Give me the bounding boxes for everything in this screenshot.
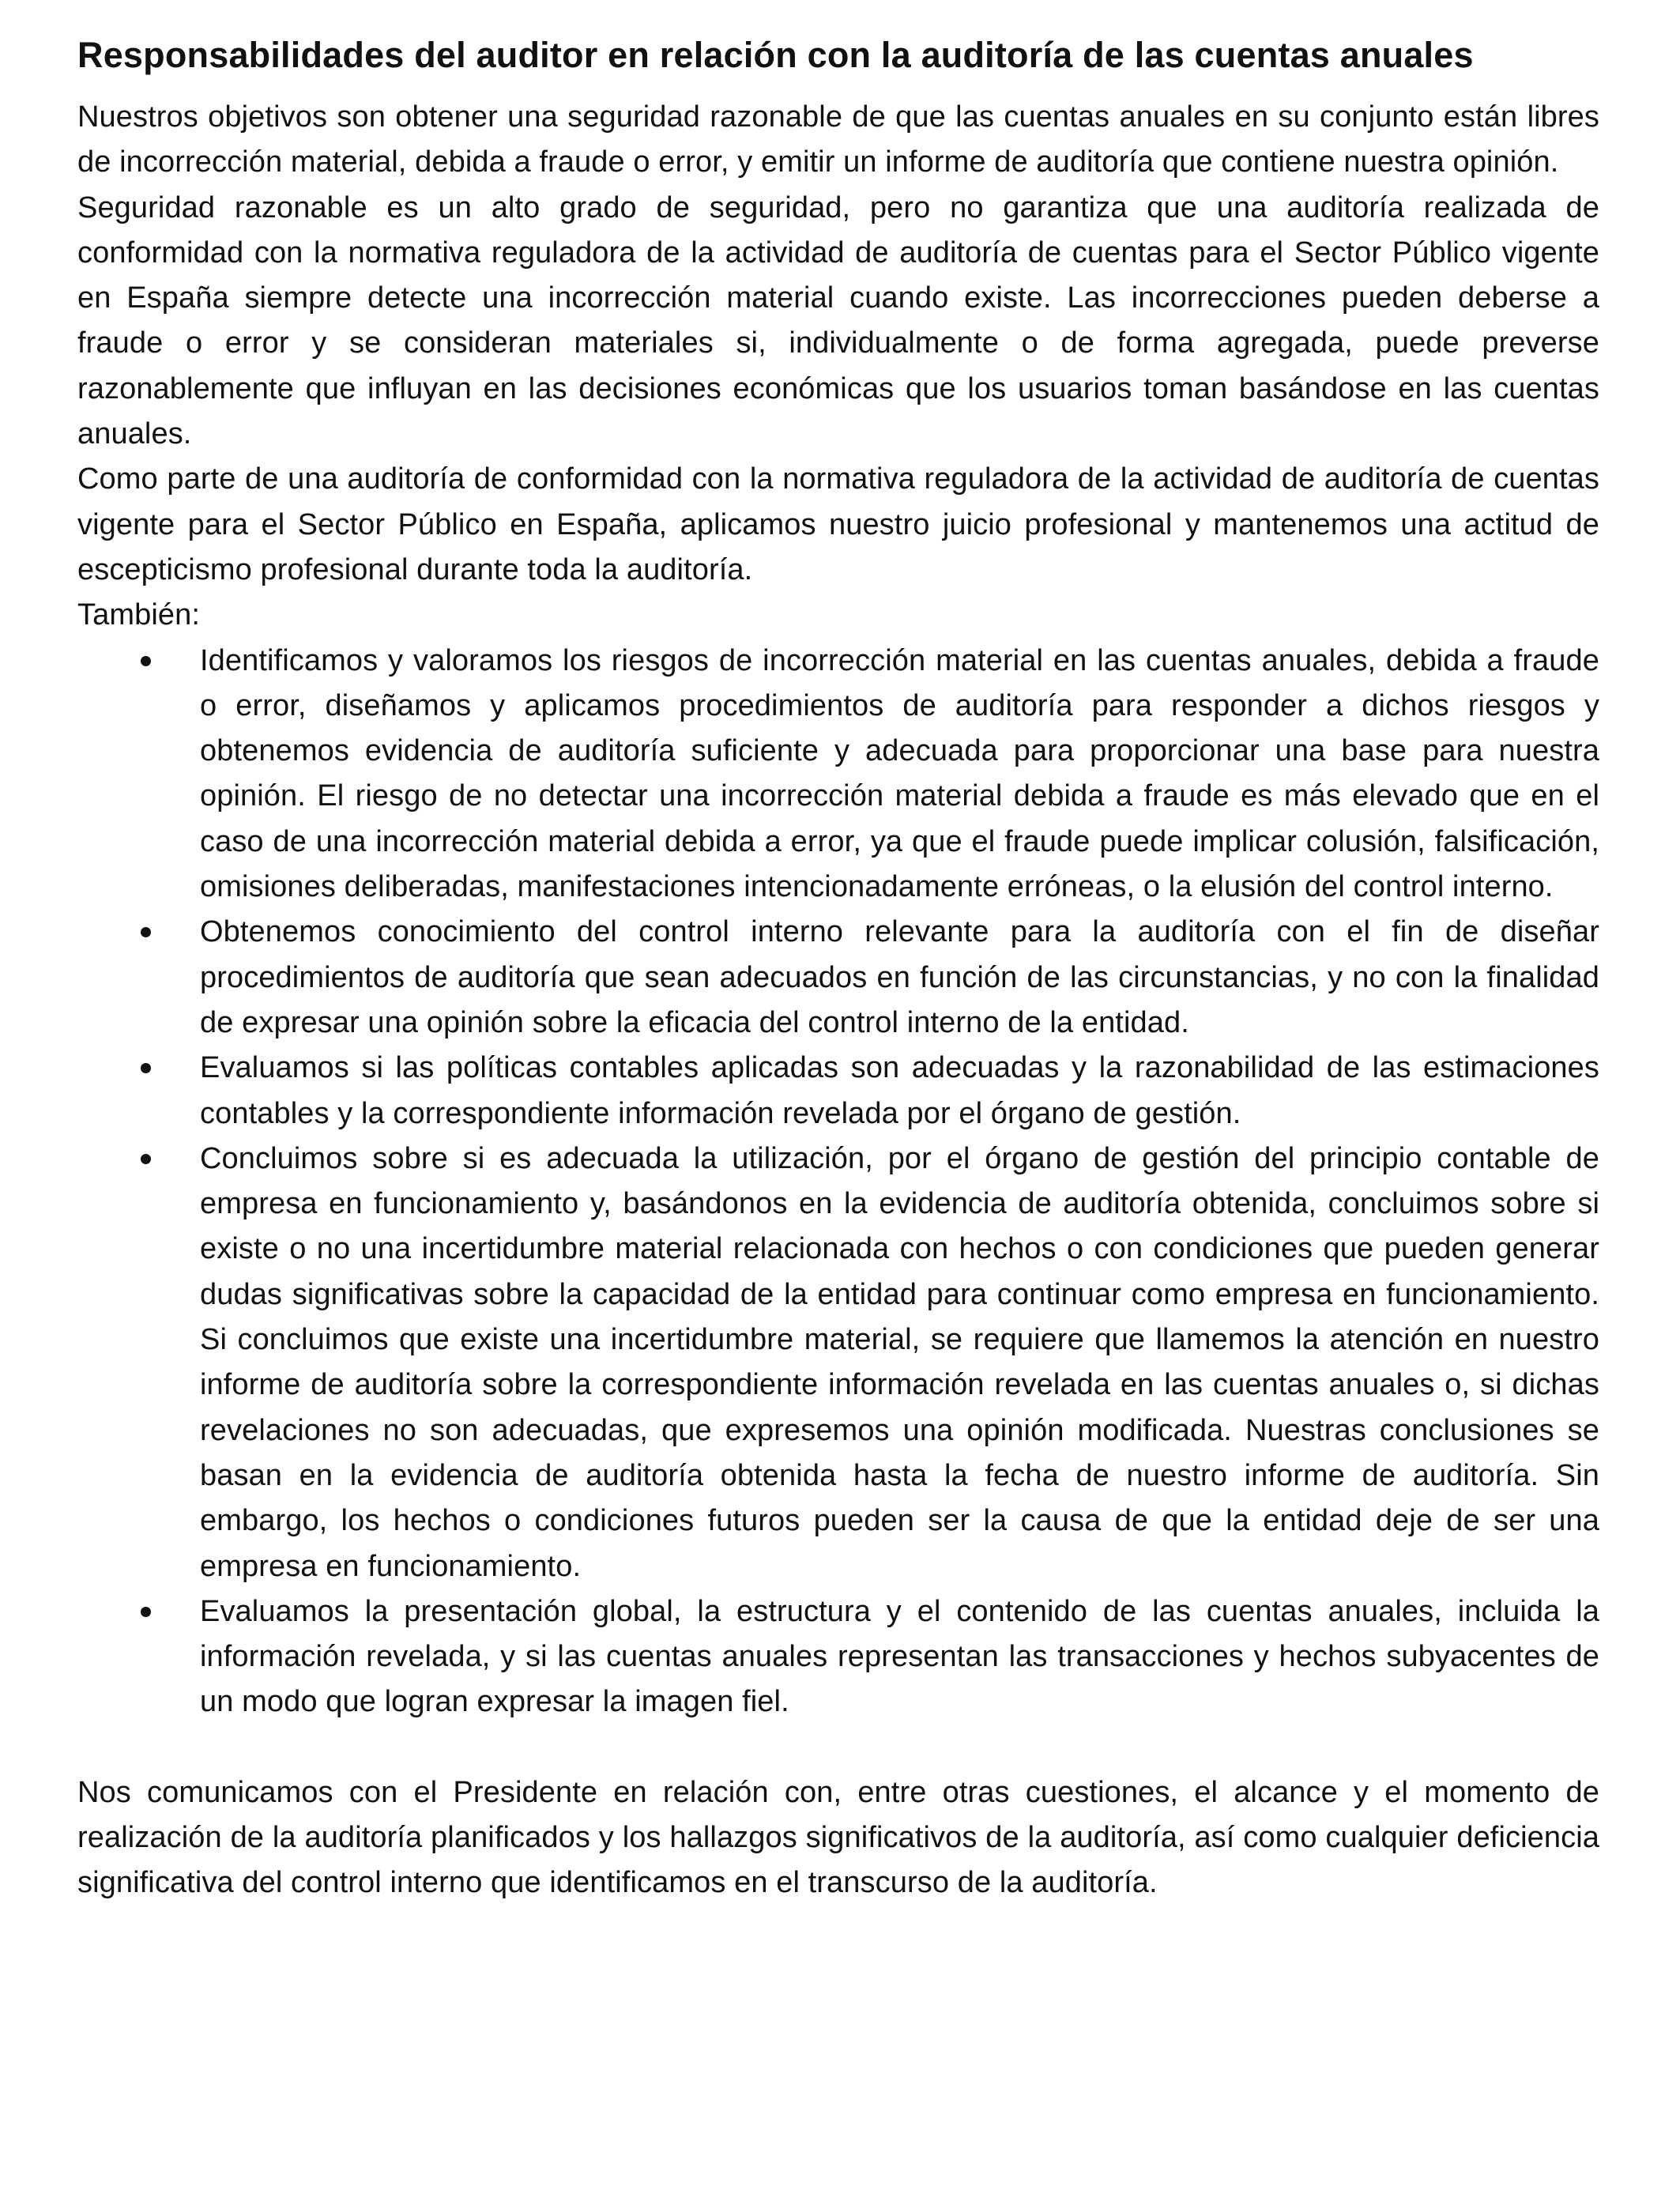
paragraph-spacer [77, 1725, 1599, 1770]
list-item-text: Evaluamos si las políticas contables aplicadas son adecuadas y la razonabilidad de las estimaciones contables y la correspondiente información revelada por el órgano de gestión. [200, 1051, 1599, 1130]
paragraph-professional-judgment: Como parte de una auditoría de conformidad con la normativa reguladora de la actividad de auditoría de cuentas vigente para el Sector Público en España, aplicamos nuestro juicio profesional y mantenemos una actitud de escepticismo profesional durante toda la auditoría. [77, 462, 1599, 586]
bullet-icon [141, 927, 151, 937]
list-item [77, 910, 1599, 1046]
list-item [77, 1046, 1599, 1137]
list-item-text: Concluimos sobre si es adecuada la utilización, por el órgano de gestión del principio contable de empresa en funcionamiento y, basándonos en la evidencia de auditoría obtenida, concluimos sobre si existe o no una incertidumbre material relacionada con hechos o con condiciones que pueden generar dudas significativas sobre la capacidad de la entidad para continuar como empresa en funcionamiento. Si concluimos que existe una incertidumbre material, se requiere que llamemos la atención en nuestro informe de auditoría sobre la correspondiente información revelada en las cuentas anuales o, si dichas revelaciones no son adecuadas, que expresemos una opinión modificada. Nuestras conclusiones se basan en la evidencia de auditoría obtenida hasta la fecha de nuestro informe de auditoría. Sin embargo, los hechos o condiciones futuros pueden ser la causa de que la entidad deje de ser una empresa en funcionamiento. [200, 1141, 1599, 1583]
list-item [77, 1137, 1599, 1589]
responsibilities-list [77, 639, 1599, 1725]
paragraph-communication: Nos comunicamos con el Presidente en relación con, entre otras cuestiones, el alcance y el momento de realización de la auditoría planificados y los hallazgos significativos de la auditoría, así como cualquier deficiencia significativa del control interno que identificamos en el transcurso de la auditoría. [77, 1775, 1599, 1900]
list-item [77, 1589, 1599, 1725]
document-page [77, 32, 1599, 1906]
bullet-icon [141, 1607, 151, 1617]
list-item-text: Evaluamos la presentación global, la estructura y el contenido de las cuentas anuales, incluida la información revelada, y si las cuentas anuales representan las transacciones y hechos subyacentes de un modo que logran expresar la imagen fiel. [200, 1594, 1599, 1719]
bullet-icon [141, 656, 151, 666]
bullet-icon [141, 1154, 151, 1164]
paragraph-objectives: Nuestros objetivos son obtener una seguridad razonable de que las cuentas anuales en su conjunto están libres de incorrección material, debida a fraude o error, y emitir un informe de auditoría que contiene nuestra opinión. [77, 100, 1599, 179]
bullet-icon [141, 1063, 151, 1073]
list-item-text: Identificamos y valoramos los riesgos de incorrección material en las cuentas anuales, debida a fraude o error, diseñamos y aplicamos procedimientos de auditoría para responder a dichos riesgos y obtenemos evidencia de auditoría suficiente y adecuada para proporcionar una base para nuestra opinión. El riesgo de no detectar una incorrección material debida a fraude es más elevado que en el caso de una incorrección material debida a error, ya que el fraude puede implicar colusión, falsificación, omisiones deliberadas, manifestaciones intencionadamente erróneas, o la elusión del control interno. [200, 643, 1599, 904]
list-item [77, 639, 1599, 910]
document-title: Responsabilidades del auditor en relación con la auditoría de las cuentas anuales [77, 35, 1474, 75]
list-item-text: Obtenemos conocimiento del control interno relevante para la auditoría con el fin de diseñar procedimientos de auditoría que sean adecuados en función de las circunstancias, y no con la finalidad de expresar una opinión sobre la eficacia del control interno de la entidad. [200, 915, 1599, 1039]
paragraph-reasonable-assurance: Seguridad razonable es un alto grado de seguridad, pero no garantiza que una auditoría realizada de conformidad con la normativa reguladora de la actividad de auditoría de cuentas para el Sector Público vigente en España siempre detecte una incorrección material cuando existe. Las incorrecciones pueden deberse a fraude o error y se consideran materiales si, individualmente o de forma agregada, puede preverse razonablemente que influyan en las decisiones económicas que los usuarios toman basándose en las cuentas anuales. [77, 190, 1599, 451]
paragraph-also-label: También: [77, 598, 200, 632]
